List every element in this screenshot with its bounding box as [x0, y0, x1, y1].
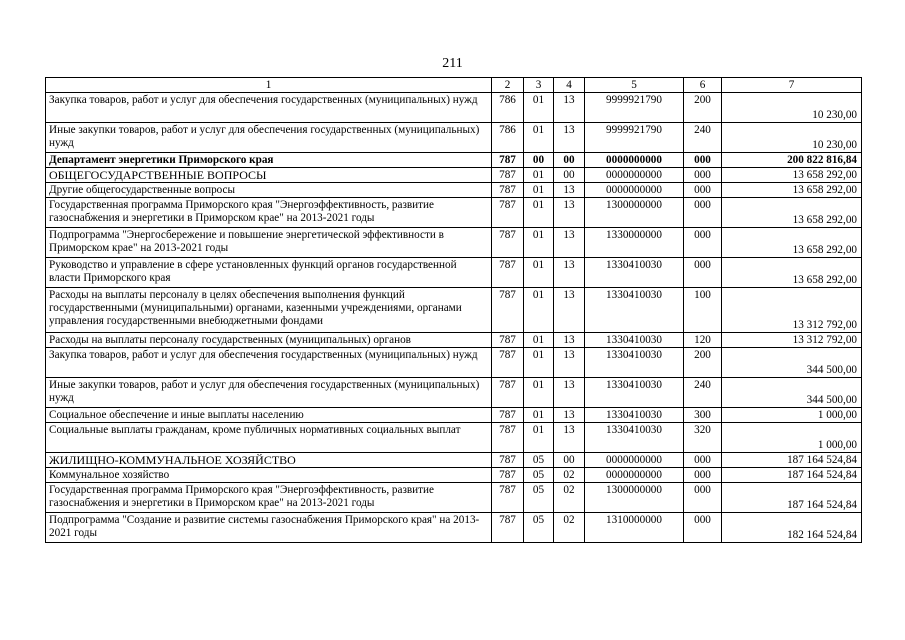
header-cell-subsection: 4 — [554, 78, 585, 93]
subsection-code-cell: 13 — [554, 183, 585, 198]
table-row — [46, 153, 862, 168]
ministry-code-cell: 787 — [492, 333, 524, 348]
row-name-cell: ОБЩЕГОСУДАРСТВЕННЫЕ ВОПРОСЫ — [46, 168, 492, 183]
ministry-code-cell: 787 — [492, 183, 524, 198]
amount-cell: 182 164 524,84 — [722, 513, 862, 543]
subsection-code-cell: 02 — [554, 513, 585, 543]
expense-type-cell: 000 — [684, 483, 722, 513]
amount-cell: 344 500,00 — [722, 348, 862, 378]
subsection-code-cell: 00 — [554, 168, 585, 183]
subsection-code-cell: 00 — [554, 153, 585, 168]
table-row — [46, 513, 862, 543]
expense-type-cell: 000 — [684, 183, 722, 198]
target-article-cell: 9999921790 — [585, 123, 684, 153]
target-article-cell: 0000000000 — [585, 468, 684, 483]
section-code-cell: 01 — [524, 168, 554, 183]
subsection-code-cell: 13 — [554, 408, 585, 423]
table-row — [46, 288, 862, 333]
header-cell-amount: 7 — [722, 78, 862, 93]
row-name-cell: Подпрограмма "Создание и развитие системы газоснабжения Приморского края" на 2013-2021 годы — [46, 513, 492, 543]
target-article-cell: 1330410030 — [585, 288, 684, 333]
page-number: 211 — [442, 56, 463, 71]
target-article-cell: 1330410030 — [585, 348, 684, 378]
ministry-code-cell: 787 — [492, 513, 524, 543]
amount-cell: 13 658 292,00 — [722, 258, 862, 288]
target-article-cell: 1330410030 — [585, 408, 684, 423]
ministry-code-cell: 787 — [492, 198, 524, 228]
section-code-cell: 01 — [524, 183, 554, 198]
row-name-cell: Государственная программа Приморского края "Энергоэффективность, развитие газоснабжения и энергетики в Приморском крае" на 2013-2021 годы — [46, 483, 492, 513]
expense-type-cell: 000 — [684, 453, 722, 468]
section-code-cell: 01 — [524, 123, 554, 153]
section-code-cell: 01 — [524, 333, 554, 348]
table-row — [46, 468, 862, 483]
ministry-code-cell: 786 — [492, 93, 524, 123]
ministry-code-cell: 787 — [492, 378, 524, 408]
table-header-row — [46, 78, 862, 93]
table-row — [46, 93, 862, 123]
expense-type-cell: 300 — [684, 408, 722, 423]
row-name-cell: Государственная программа Приморского края "Энергоэффективность, развитие газоснабжения и энергетики в Приморском крае" на 2013-2021 годы — [46, 198, 492, 228]
table-row — [46, 408, 862, 423]
expense-type-cell: 240 — [684, 123, 722, 153]
expense-type-cell: 000 — [684, 198, 722, 228]
section-code-cell: 00 — [524, 153, 554, 168]
row-name-cell: ЖИЛИЩНО-КОММУНАЛЬНОЕ ХОЗЯЙСТВО — [46, 453, 492, 468]
subsection-code-cell: 13 — [554, 198, 585, 228]
section-code-cell: 01 — [524, 408, 554, 423]
amount-cell: 1 000,00 — [722, 423, 862, 453]
section-code-cell: 01 — [524, 378, 554, 408]
target-article-cell: 1330410030 — [585, 333, 684, 348]
subsection-code-cell: 13 — [554, 423, 585, 453]
row-name-cell: Социальные выплаты гражданам, кроме публичных нормативных социальных выплат — [46, 423, 492, 453]
row-name-cell: Иные закупки товаров, работ и услуг для обеспечения государственных (муниципальных) нужд — [46, 378, 492, 408]
table-body — [46, 93, 862, 543]
ministry-code-cell: 787 — [492, 228, 524, 258]
row-name-cell: Закупка товаров, работ и услуг для обеспечения государственных (муниципальных) нужд — [46, 348, 492, 378]
expense-type-cell: 320 — [684, 423, 722, 453]
ministry-code-cell: 787 — [492, 288, 524, 333]
amount-cell: 200 822 816,84 — [722, 153, 862, 168]
section-code-cell: 01 — [524, 198, 554, 228]
row-name-cell: Иные закупки товаров, работ и услуг для обеспечения государственных (муниципальных) нужд — [46, 123, 492, 153]
table-row — [46, 453, 862, 468]
expense-type-cell: 200 — [684, 93, 722, 123]
table-row — [46, 228, 862, 258]
table-row — [46, 258, 862, 288]
target-article-cell: 9999921790 — [585, 93, 684, 123]
ministry-code-cell: 787 — [492, 408, 524, 423]
table-row — [46, 333, 862, 348]
section-code-cell: 01 — [524, 348, 554, 378]
ministry-code-cell: 787 — [492, 168, 524, 183]
amount-cell: 187 164 524,84 — [722, 483, 862, 513]
amount-cell: 1 000,00 — [722, 408, 862, 423]
target-article-cell: 0000000000 — [585, 168, 684, 183]
ministry-code-cell: 786 — [492, 123, 524, 153]
amount-cell: 13 658 292,00 — [722, 228, 862, 258]
section-code-cell: 01 — [524, 423, 554, 453]
target-article-cell: 1330410030 — [585, 423, 684, 453]
row-name-cell: Социальное обеспечение и иные выплаты населению — [46, 408, 492, 423]
subsection-code-cell: 00 — [554, 453, 585, 468]
subsection-code-cell: 13 — [554, 378, 585, 408]
ministry-code-cell: 787 — [492, 153, 524, 168]
subsection-code-cell: 02 — [554, 483, 585, 513]
header-cell-name: 1 — [46, 78, 492, 93]
expense-type-cell: 240 — [684, 378, 722, 408]
expense-type-cell: 000 — [684, 228, 722, 258]
table-row — [46, 378, 862, 408]
expense-type-cell: 000 — [684, 168, 722, 183]
section-code-cell: 01 — [524, 93, 554, 123]
amount-cell: 13 312 792,00 — [722, 333, 862, 348]
header-cell-target-article: 5 — [585, 78, 684, 93]
row-name-cell: Расходы на выплаты персоналу государственных (муниципальных) органов — [46, 333, 492, 348]
table-row — [46, 483, 862, 513]
target-article-cell: 1300000000 — [585, 198, 684, 228]
section-code-cell: 05 — [524, 483, 554, 513]
row-name-cell: Департамент энергетики Приморского края — [46, 153, 492, 168]
subsection-code-cell: 02 — [554, 468, 585, 483]
expense-type-cell: 100 — [684, 288, 722, 333]
subsection-code-cell: 13 — [554, 228, 585, 258]
amount-cell: 13 658 292,00 — [722, 183, 862, 198]
amount-cell: 10 230,00 — [722, 123, 862, 153]
table-row — [46, 183, 862, 198]
ministry-code-cell: 787 — [492, 468, 524, 483]
expense-type-cell: 000 — [684, 468, 722, 483]
header-cell-ministry: 2 — [492, 78, 524, 93]
section-code-cell: 05 — [524, 468, 554, 483]
section-code-cell: 01 — [524, 228, 554, 258]
target-article-cell: 1310000000 — [585, 513, 684, 543]
row-name-cell: Коммунальное хозяйство — [46, 468, 492, 483]
row-name-cell: Расходы на выплаты персоналу в целях обеспечения выполнения функций государственными (муниципальными) органами, казенными учреждениями, органами управления государственными внебюджетными фондами — [46, 288, 492, 333]
row-name-cell: Руководство и управление в сфере установленных функций органов государственной власти Приморского края — [46, 258, 492, 288]
target-article-cell: 0000000000 — [585, 153, 684, 168]
row-name-cell: Подпрограмма "Энергосбережение и повышение энергетической эффективности в Приморском крае" на 2013-2021 годы — [46, 228, 492, 258]
amount-cell: 13 658 292,00 — [722, 198, 862, 228]
target-article-cell: 0000000000 — [585, 453, 684, 468]
subsection-code-cell: 13 — [554, 93, 585, 123]
expense-type-cell: 120 — [684, 333, 722, 348]
section-code-cell: 01 — [524, 258, 554, 288]
subsection-code-cell: 13 — [554, 258, 585, 288]
header-cell-expense-type: 6 — [684, 78, 722, 93]
target-article-cell: 1300000000 — [585, 483, 684, 513]
expense-type-cell: 200 — [684, 348, 722, 378]
ministry-code-cell: 787 — [492, 258, 524, 288]
ministry-code-cell: 787 — [492, 483, 524, 513]
ministry-code-cell: 787 — [492, 453, 524, 468]
amount-cell: 10 230,00 — [722, 93, 862, 123]
section-code-cell: 05 — [524, 513, 554, 543]
expense-type-cell: 000 — [684, 513, 722, 543]
target-article-cell: 1330410030 — [585, 258, 684, 288]
ministry-code-cell: 787 — [492, 423, 524, 453]
ministry-code-cell: 787 — [492, 348, 524, 378]
table-row — [46, 168, 862, 183]
expense-type-cell: 000 — [684, 153, 722, 168]
amount-cell: 344 500,00 — [722, 378, 862, 408]
target-article-cell: 1330000000 — [585, 228, 684, 258]
amount-cell: 13 312 792,00 — [722, 288, 862, 333]
section-code-cell: 05 — [524, 453, 554, 468]
subsection-code-cell: 13 — [554, 333, 585, 348]
row-name-cell: Закупка товаров, работ и услуг для обеспечения государственных (муниципальных) нужд — [46, 93, 492, 123]
subsection-code-cell: 13 — [554, 123, 585, 153]
amount-cell: 187 164 524,84 — [722, 468, 862, 483]
table-row — [46, 423, 862, 453]
expense-type-cell: 000 — [684, 258, 722, 288]
section-code-cell: 01 — [524, 288, 554, 333]
subsection-code-cell: 13 — [554, 288, 585, 333]
header-cell-section: 3 — [524, 78, 554, 93]
budget-table — [45, 77, 862, 543]
table-row — [46, 348, 862, 378]
subsection-code-cell: 13 — [554, 348, 585, 378]
amount-cell: 13 658 292,00 — [722, 168, 862, 183]
table-row — [46, 123, 862, 153]
row-name-cell: Другие общегосударственные вопросы — [46, 183, 492, 198]
amount-cell: 187 164 524,84 — [722, 453, 862, 468]
target-article-cell: 1330410030 — [585, 378, 684, 408]
table-row — [46, 198, 862, 228]
target-article-cell: 0000000000 — [585, 183, 684, 198]
